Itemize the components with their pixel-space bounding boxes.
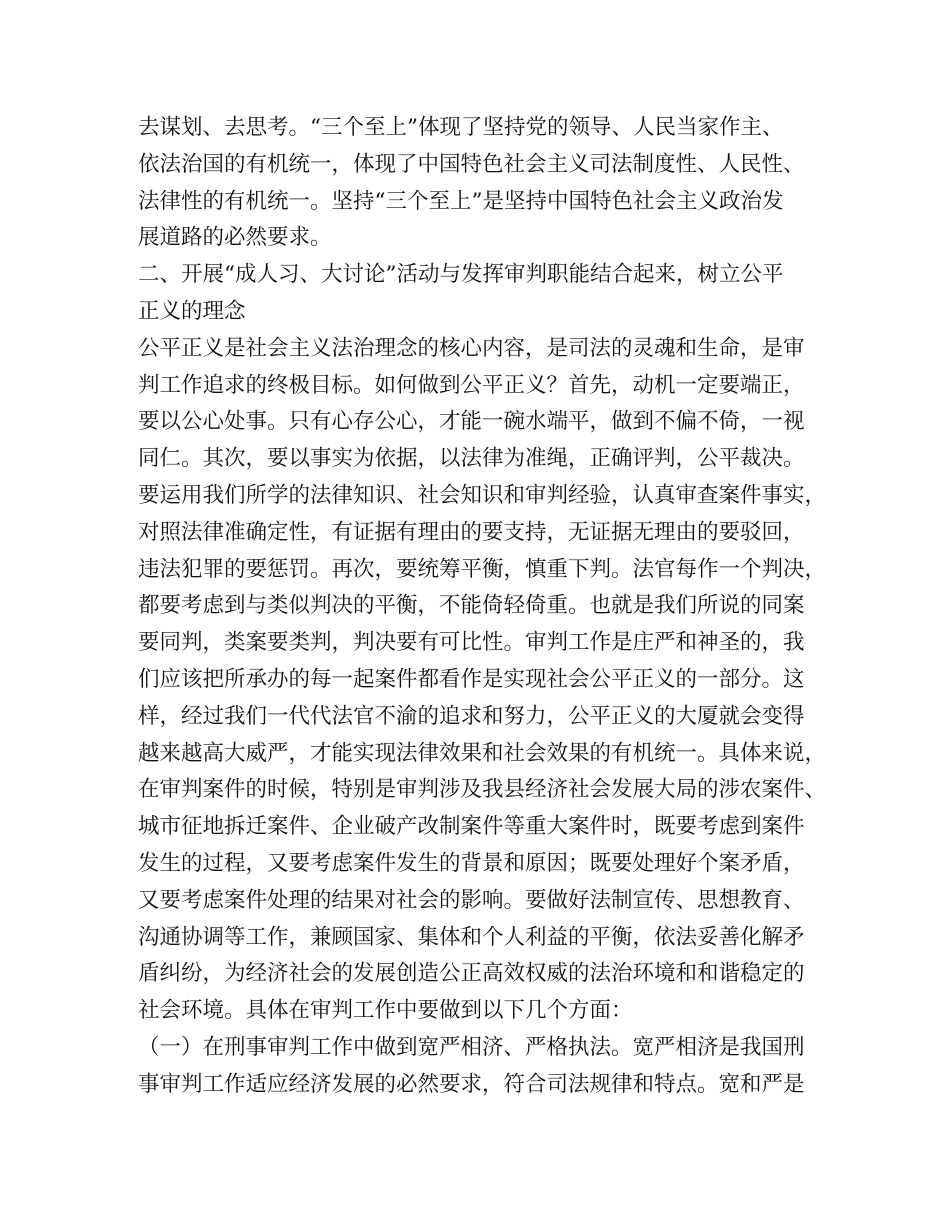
text-line: 要以公心处事。只有心存公心，才能一碗水端平，做到不偏不倚，一视	[138, 409, 805, 435]
section-heading-line: 二、开展“成人习、大讨论”活动与发挥审判职能结合起来，树立公平	[138, 262, 784, 288]
text-line: 依法治国的有机统一，体现了中国特色社会主义司法制度性、人民性、	[138, 151, 805, 177]
text-line: 要运用我们所学的法律知识、社会知识和审判经验，认真审查案件事实，	[138, 482, 827, 508]
text-line: 样，经过我们一代代法官不渝的追求和努力，公平正义的大厦就会变得	[138, 703, 805, 729]
text-line: 都要考虑到与类似判决的平衡，不能倚轻倚重。也就是我们所说的同案	[138, 593, 805, 619]
text-line: 展道路的必然要求。	[138, 225, 332, 251]
text-line: 在审判案件的时候，特别是审判涉及我县经济社会发展大局的涉农案件、	[138, 777, 827, 803]
text-line: 法律性的有机统一。坚持“三个至上”是坚持中国特色社会主义政治发	[138, 188, 784, 214]
text-line: 事审判工作适应经济发展的必然要求，符合司法规律和特点。宽和严是	[138, 1071, 805, 1097]
text-line: 发生的过程，又要考虑案件发生的背景和原因；既要处理好个案矛盾，	[138, 850, 805, 876]
text-line: 违法犯罪的要惩罚。再次，要统筹平衡，慎重下判。法官每作一个判决，	[138, 556, 827, 582]
text-line: 公平正义是社会主义法治理念的核心内容，是司法的灵魂和生命，是审	[138, 335, 805, 361]
text-line: 越来越高大威严，才能实现法律效果和社会效果的有机统一。具体来说，	[138, 740, 827, 766]
text-line: 沟通协调等工作，兼顾国家、集体和个人利益的平衡，依法妥善化解矛	[138, 924, 805, 950]
subsection-heading-line: （一）在刑事审判工作中做到宽严相济、严格执法。宽严相济是我国刑	[138, 1034, 805, 1060]
text-line: 去谋划、去思考。“三个至上”体现了坚持党的领导、人民当家作主、	[138, 115, 784, 140]
text-line: 判工作追求的终极目标。如何做到公平正义？首先，动机一定要端正，	[138, 372, 805, 398]
text-line: 社会环境。具体在审判工作中要做到以下几个方面：	[138, 998, 633, 1024]
section-heading-line: 正义的理念	[138, 298, 246, 324]
text-line: 们应该把所承办的每一起案件都看作是实现社会公平正义的一部分。这	[138, 666, 805, 692]
text-line: 又要考虑案件处理的结果对社会的影响。要做好法制宣传、思想教育、	[138, 887, 805, 913]
text-line: 盾纠纷，为经济社会的发展创造公正高效权威的法治环境和和谐稳定的	[138, 961, 805, 987]
text-line: 城市征地拆迁案件、企业破产改制案件等重大案件时，既要考虑到案件	[138, 814, 805, 840]
body-text	[138, 110, 838, 1104]
text-line: 要同判，类案要类判，判决要有可比性。审判工作是庄严和神圣的，我	[138, 630, 805, 656]
text-line: 对照法律准确定性，有证据有理由的要支持，无证据无理由的要驳回，	[138, 519, 805, 545]
text-line: 同仁。其次，要以事实为依据，以法律为准绳，正确评判，公平裁决。	[138, 446, 805, 472]
